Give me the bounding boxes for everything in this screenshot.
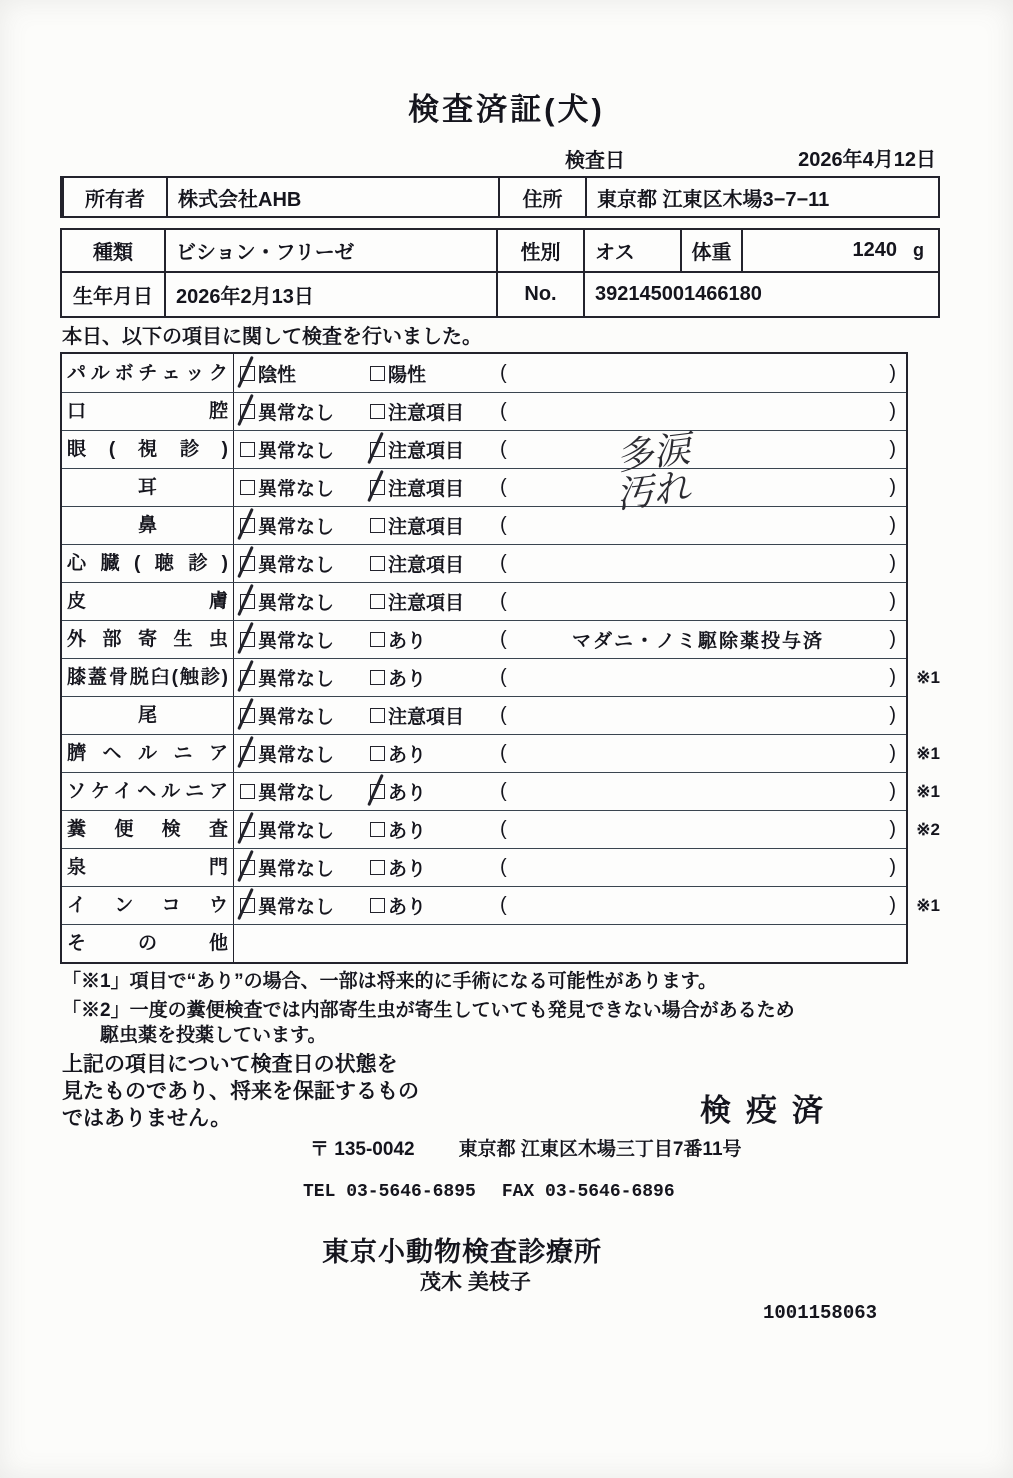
checklist-option-1-label: 異常なし [258, 745, 335, 766]
checklist-item-label: 鼻 [137, 515, 157, 536]
checklist-row [62, 696, 906, 734]
birthdate-label: 生年月日 [62, 273, 166, 316]
checklist-option-1-label: 異常なし [258, 517, 335, 538]
checkbox-icon [240, 822, 255, 837]
note-area [507, 626, 890, 653]
checklist-item-label: 糞便検査 [67, 819, 228, 840]
checklist-option-2 [370, 892, 500, 919]
checklist-row [62, 848, 906, 886]
checkbox-icon [370, 784, 385, 799]
clinic-fax: FAX 03-5646-6896 [501, 1182, 675, 1202]
checklist-item-label: 泉門 [67, 857, 228, 878]
close-paren: ) [889, 438, 896, 460]
checklist-label-cell [62, 621, 234, 658]
checklist-row [62, 886, 940, 924]
handwritten-note: 多涙 [613, 428, 693, 478]
checklist-content-cell [234, 659, 906, 696]
checklist-option-1-label: 異常なし [258, 897, 335, 918]
checkbox-icon [240, 898, 255, 913]
disclaimer-line-2: 見たものであり、将来を保証するもの [62, 1080, 419, 1103]
close-paren: ) [889, 628, 896, 650]
checklist-option-1-label: 異常なし [258, 555, 335, 576]
footnote-2-line-2: 駆虫薬を投薬しています。 [100, 1025, 327, 1046]
checklist-item-label: 膝蓋骨脱臼(触診) [67, 667, 228, 688]
clinic-tel: TEL 03-5646-6895 [303, 1182, 476, 1202]
checkbox-icon [240, 442, 255, 457]
checklist-option-2-label: 注意項目 [388, 517, 465, 538]
checklist-item-label: 外部寄生虫 [67, 629, 228, 650]
checklist-option-1 [240, 474, 370, 501]
checklist-option-1-label: 異常なし [258, 631, 335, 652]
breed-label: 種類 [62, 230, 166, 271]
close-paren: ) [889, 361, 896, 384]
checklist-option-1 [240, 626, 370, 653]
disclaimer-line-3: ではありません。 [62, 1107, 232, 1130]
checklist-item-label: 尾 [137, 705, 157, 726]
checklist-option-2 [370, 778, 500, 805]
check-mark-icon [237, 850, 254, 882]
footnote-mark: ※1 [916, 781, 940, 801]
checklist-option-1-label: 異常なし [258, 859, 335, 880]
checklist-option-2-label: あり [388, 897, 427, 918]
check-mark-icon [237, 546, 254, 578]
checklist-option-1-label: 異常なし [258, 479, 335, 500]
checklist-item-label: 皮膚 [67, 591, 228, 612]
checklist-option-1 [240, 702, 370, 729]
birthdate-value: 2026年2月13日 [166, 273, 498, 316]
close-paren: ) [889, 666, 896, 688]
check-mark-icon [237, 584, 254, 616]
footnote-2-line-1: 「※2」一度の糞便検査では内部寄生虫が寄生していても発見できない場合があるため [62, 1000, 795, 1021]
checklist-row [62, 582, 906, 620]
checklist-row [62, 772, 940, 810]
checklist-row [62, 544, 906, 582]
open-paren: ( [500, 856, 507, 878]
checklist-option-1 [240, 740, 370, 767]
checkbox-icon [370, 404, 385, 419]
animal-info-table [60, 228, 940, 318]
checkbox-icon [240, 480, 255, 495]
close-paren: ) [889, 742, 896, 764]
checkbox-icon [240, 860, 255, 875]
intro-sentence: 本日、以下の項目に関して検査を行いました。 [62, 326, 482, 348]
checklist-option-2-label: あり [388, 745, 427, 766]
checklist-label-cell [62, 583, 234, 620]
open-paren: ( [500, 704, 507, 726]
checklist-label-cell [62, 925, 234, 962]
checklist-option-1-label: 異常なし [258, 593, 335, 614]
checklist-item-label: 耳 [137, 477, 157, 498]
checklist-content-cell [234, 773, 906, 810]
checklist-content-cell [234, 583, 906, 620]
weight-label: 体重 [682, 230, 743, 271]
checklist-label-cell [62, 469, 234, 506]
checkbox-icon [240, 708, 255, 723]
weight-number: 1240 [852, 239, 897, 261]
checkbox-icon [370, 442, 385, 457]
check-mark-icon [237, 888, 254, 920]
disclaimer-text [62, 1051, 419, 1132]
check-mark-icon [237, 508, 254, 540]
checkbox-icon [370, 670, 385, 685]
checklist-label-cell [62, 393, 234, 430]
checklist-row [62, 428, 906, 478]
open-paren: ( [500, 780, 507, 802]
checklist-label-cell [62, 507, 234, 544]
check-mark-icon [237, 736, 254, 768]
close-paren: ) [889, 514, 896, 536]
checkbox-icon [370, 860, 385, 875]
address-label: 住所 [500, 178, 587, 216]
checklist-item-label: パルボチェック [67, 362, 228, 384]
page-title: 検査済証(犬) [408, 92, 605, 127]
checklist-content-cell [234, 925, 906, 962]
no-label: No. [498, 273, 585, 316]
checklist-option-1 [240, 588, 370, 615]
checklist-option-2 [370, 474, 500, 501]
checklist-option-2 [370, 740, 500, 767]
checklist-content-cell [234, 887, 906, 924]
checklist-content-cell [234, 697, 906, 734]
checklist-option-2 [370, 664, 500, 691]
checklist-row [62, 620, 906, 658]
clinic-postal-line [310, 1134, 742, 1161]
animal-info-row-1 [62, 230, 938, 273]
footnote-mark: ※1 [916, 667, 940, 687]
veterinarian-name: 茂木 美枝子 [420, 1271, 531, 1294]
checklist-item-label: インコウ [67, 895, 228, 916]
open-paren: ( [500, 742, 507, 764]
checklist-label-cell [62, 773, 234, 810]
clinic-tel-fax-line [303, 1182, 675, 1202]
checklist-content-cell [234, 849, 906, 886]
checklist-option-1-label: 陰性 [258, 364, 297, 386]
close-paren: ) [889, 476, 896, 498]
open-paren: ( [500, 361, 507, 384]
check-mark-icon [237, 698, 254, 730]
checkbox-icon [240, 518, 255, 533]
check-mark-icon [237, 394, 254, 426]
owner-info-table [60, 176, 940, 218]
footnote-mark: ※1 [916, 743, 940, 763]
checklist-row [62, 658, 940, 696]
note-area [507, 466, 890, 516]
checklist-label-cell [62, 697, 234, 734]
animal-info-row-2 [62, 273, 938, 316]
checklist-label-cell [62, 431, 234, 468]
checkbox-icon [370, 366, 385, 381]
weight-value [743, 230, 938, 271]
checklist-option-1-label: 異常なし [258, 441, 335, 462]
open-paren: ( [500, 628, 507, 650]
clinic-name: 東京小動物検査診療所 [322, 1237, 602, 1267]
checklist-option-2-label: 陽性 [388, 364, 427, 386]
checklist-row [62, 924, 906, 962]
checklist-option-1 [240, 512, 370, 539]
inspection-date-label: 検査日 [565, 150, 625, 172]
checklist-option-1-label: 異常なし [258, 783, 335, 804]
checklist-option-1-label: 異常なし [258, 707, 335, 728]
checklist-item-label: 口腔 [67, 401, 228, 422]
checklist-option-2 [370, 550, 500, 577]
checklist-label-cell [62, 659, 234, 696]
address-value: 東京都 江東区木場3−7−11 [597, 188, 830, 211]
close-paren: ) [889, 590, 896, 612]
checkbox-icon [370, 822, 385, 837]
checklist-content-cell [234, 428, 906, 478]
checklist-content-cell [234, 811, 906, 848]
clinic-address: 東京都 江東区木場三丁目7番11号 [458, 1139, 742, 1160]
close-paren: ) [889, 894, 896, 916]
checklist-row [62, 466, 906, 516]
checklist-option-2 [370, 854, 500, 881]
check-mark-icon [237, 660, 254, 692]
checklist-option-2 [370, 816, 500, 843]
printed-note: マダニ・ノミ駆除薬投与済 [571, 631, 824, 652]
checkbox-icon [370, 556, 385, 571]
checklist-option-1 [240, 778, 370, 805]
checklist-option-2-label: 注意項目 [388, 707, 465, 728]
check-mark-icon [237, 355, 254, 387]
weight-unit: g [913, 240, 924, 260]
checkbox-icon [240, 594, 255, 609]
checkbox-icon [370, 746, 385, 761]
check-mark-icon [367, 470, 384, 502]
checklist-option-2-label: あり [388, 631, 427, 652]
checklist-option-1 [240, 664, 370, 691]
open-paren: ( [500, 400, 507, 422]
check-mark-icon [367, 432, 384, 464]
open-paren: ( [500, 552, 507, 574]
checklist-row [62, 506, 906, 544]
open-paren: ( [500, 476, 507, 498]
checkbox-icon [240, 670, 255, 685]
checklist-label-cell [62, 735, 234, 772]
checkbox-icon [370, 708, 385, 723]
checklist-label-cell [62, 849, 234, 886]
checklist-item-label: 眼(視診) [67, 439, 228, 460]
checkbox-icon [240, 632, 255, 647]
checklist-option-1 [240, 854, 370, 881]
check-mark-icon [237, 622, 254, 654]
checklist-row [62, 810, 940, 848]
checklist-option-1 [240, 892, 370, 919]
checklist-option-1-label: 異常なし [258, 669, 335, 690]
checklist-option-2-label: 注意項目 [388, 555, 465, 576]
checklist-label-cell [62, 545, 234, 582]
checklist-option-2-label: 注意項目 [388, 593, 465, 614]
checklist-content-cell [234, 621, 906, 658]
disclaimer-line-1: 上記の項目について検査日の状態を [62, 1053, 398, 1076]
checkbox-icon [370, 480, 385, 495]
open-paren: ( [500, 514, 507, 536]
note-area [507, 428, 890, 478]
checklist-content-cell [234, 545, 906, 582]
checklist-item-label: ソケイヘルニア [67, 781, 228, 802]
checklist-row [62, 392, 906, 430]
owner-value: 株式会社AHB [168, 178, 500, 216]
checkbox-icon [370, 518, 385, 533]
close-paren: ) [889, 780, 896, 802]
checkbox-icon [240, 366, 255, 381]
checklist-option-2-label: 注意項目 [388, 403, 465, 424]
checklist-content-cell [234, 466, 906, 516]
sex-label: 性別 [498, 230, 585, 271]
checklist-option-2 [370, 360, 500, 387]
checklist-option-1-label: 異常なし [258, 403, 335, 424]
checklist-option-1-label: 異常なし [258, 821, 335, 842]
checklist-item-label: その他 [67, 933, 228, 954]
checklist-option-1 [240, 550, 370, 577]
open-paren: ( [500, 438, 507, 460]
handwritten-note: 汚れ [613, 466, 693, 516]
checklist-option-2-label: あり [388, 821, 427, 842]
checkbox-icon [240, 404, 255, 419]
open-paren: ( [500, 590, 507, 612]
checklist-option-1 [240, 398, 370, 425]
checklist-option-2 [370, 626, 500, 653]
checklist-item-label: 心臓(聴診) [67, 553, 228, 574]
close-paren: ) [889, 818, 896, 840]
checklist-option-2-label: 注意項目 [388, 479, 465, 500]
serial-number: 1001158063 [763, 1302, 878, 1324]
check-mark-icon [367, 774, 384, 806]
checkbox-icon [370, 898, 385, 913]
open-paren: ( [500, 894, 507, 916]
checklist-option-2-label: あり [388, 669, 427, 690]
checklist-content-cell [234, 393, 906, 430]
checklist-option-2 [370, 436, 500, 463]
checklist-option-2-label: あり [388, 783, 427, 804]
quarantine-passed-stamp: 検疫済 [700, 1093, 838, 1128]
checklist-option-1 [240, 816, 370, 843]
checklist-option-1 [240, 436, 370, 463]
close-paren: ) [889, 400, 896, 422]
checkbox-icon [240, 556, 255, 571]
open-paren: ( [500, 666, 507, 688]
close-paren: ) [889, 704, 896, 726]
checklist-content-cell [234, 735, 906, 772]
checklist-label-cell [62, 887, 234, 924]
footnote-mark: ※1 [916, 895, 940, 915]
checklist-option-2-label: 注意項目 [388, 441, 465, 462]
checkbox-icon [370, 632, 385, 647]
close-paren: ) [889, 552, 896, 574]
checkbox-icon [240, 784, 255, 799]
checklist-row [62, 734, 940, 772]
checkbox-icon [240, 746, 255, 761]
checklist-table [60, 352, 940, 964]
breed-value: ビション・フリーゼ [166, 230, 498, 271]
owner-label: 所有者 [64, 178, 168, 216]
checklist-option-2-label: あり [388, 859, 427, 880]
checklist-option-2 [370, 398, 500, 425]
checklist-row [62, 354, 906, 392]
checklist-option-1 [240, 360, 370, 387]
checklist-label-cell [62, 354, 234, 392]
postal-code: 〒 135-0042 [310, 1139, 415, 1160]
close-paren: ) [889, 856, 896, 878]
footnote-mark: ※2 [916, 819, 940, 839]
checklist-content-cell [234, 354, 906, 392]
open-paren: ( [500, 818, 507, 840]
inspection-date-value: 2026年4月12日 [798, 149, 936, 171]
checkbox-icon [370, 594, 385, 609]
check-mark-icon [237, 812, 254, 844]
checklist-content-cell [234, 507, 906, 544]
footnote-1: 「※1」項目で“あり”の場合、一部は将来的に手術になる可能性があります。 [62, 971, 718, 992]
sex-value: オス [585, 230, 682, 271]
checklist-option-2 [370, 512, 500, 539]
checklist-item-label: 臍ヘルニア [67, 743, 228, 764]
checklist-label-cell [62, 811, 234, 848]
checklist-option-2 [370, 702, 500, 729]
checklist-option-2 [370, 588, 500, 615]
no-value: 392145001466180 [595, 283, 762, 305]
